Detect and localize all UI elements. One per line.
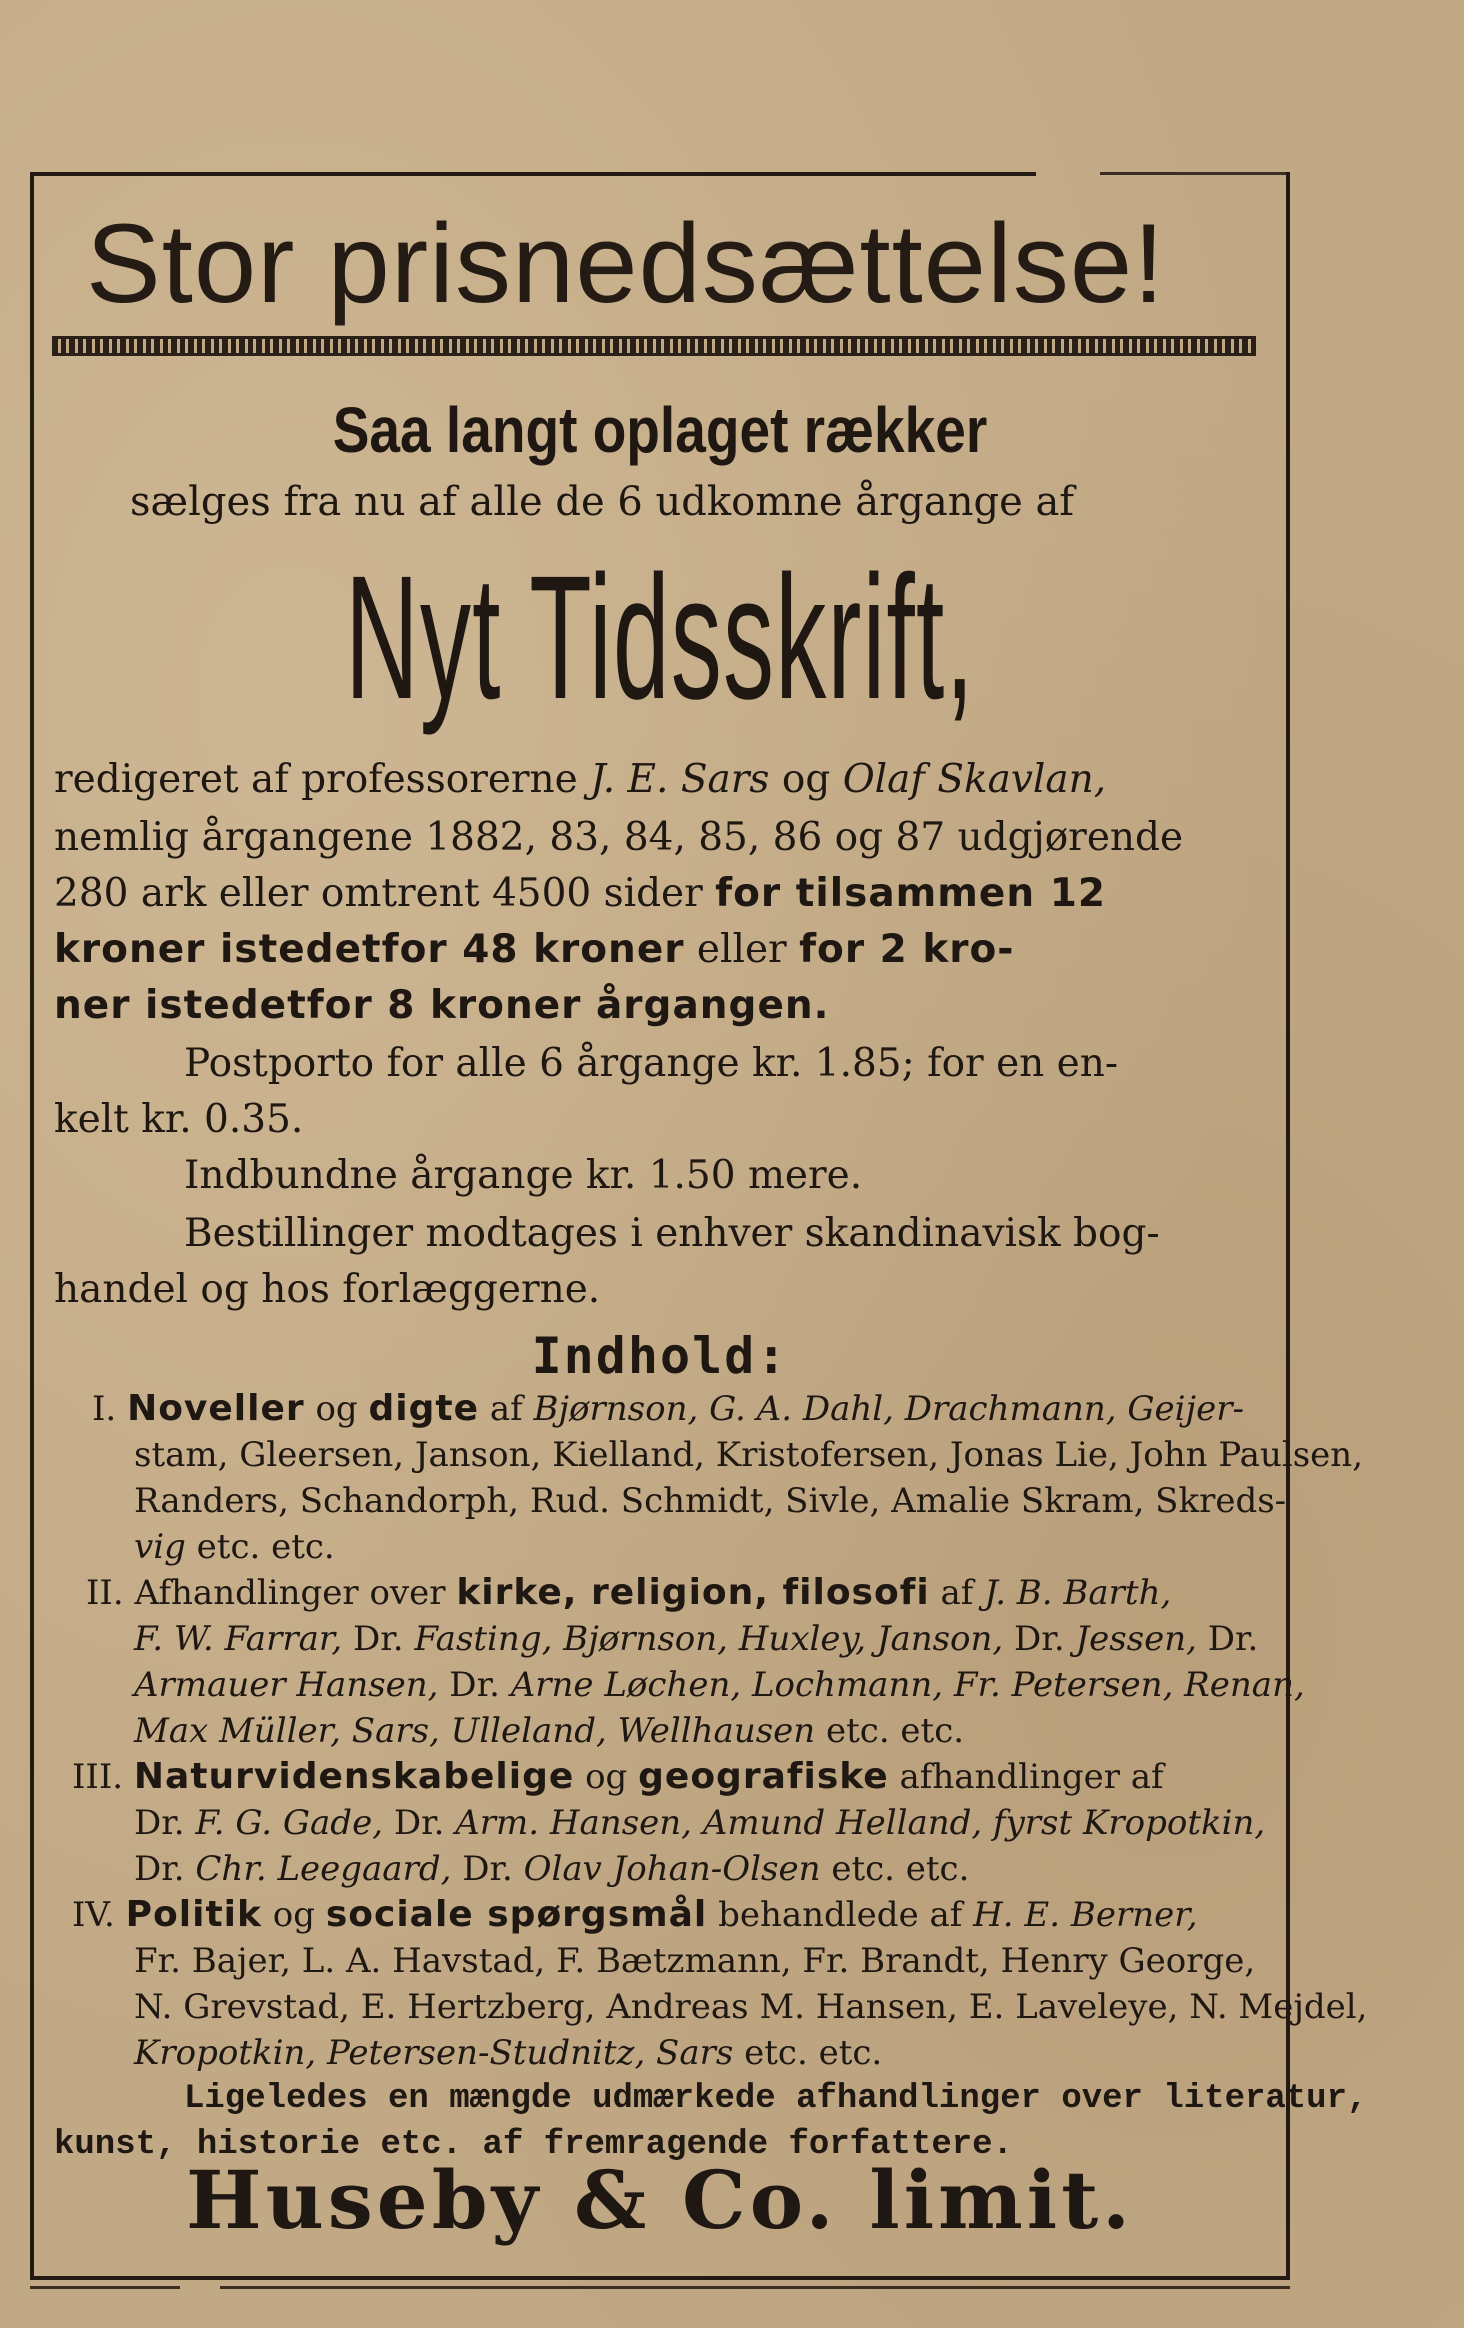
price-emphasis: for 2 kro- (799, 927, 1015, 972)
body-line-5: ner istedetfor 8 kroner årgangen. (54, 983, 830, 1028)
section-category: Naturvidenskabelige (133, 1756, 575, 1797)
editor-name: J. E. Sars (590, 757, 770, 802)
author-list: F. W. Farrar, (134, 1619, 343, 1659)
section-category: geografiske (638, 1756, 889, 1797)
author-list: F. G. Gade, (195, 1803, 384, 1843)
author-list: Arne Løchen, Lochmann, Fr. Petersen, Renan, (510, 1665, 1305, 1705)
author-list: Armauer Hansen, (134, 1665, 439, 1705)
section-text: Dr. (134, 1803, 196, 1843)
body-text: eller (684, 927, 800, 972)
author-list: Chr. Leegaard, (195, 1849, 452, 1889)
section-text: etc. etc. (733, 2033, 883, 2073)
section-2-line-2 (134, 1616, 1258, 1662)
editor-name: Olaf Skavlan, (842, 757, 1107, 802)
section-2-line-1 (86, 1570, 1171, 1616)
section-text: afhandlinger af (888, 1757, 1164, 1797)
body-line-7: kelt kr. 0.35. (54, 1097, 304, 1142)
section-3-line-1 (72, 1754, 1164, 1800)
closing-line-1: Ligeledes en mængde udmærkede afhandlinger over literatur, (184, 2080, 1368, 2118)
section-category: Politik (125, 1894, 262, 1935)
body-line-6: Postporto for alle 6 årgange kr. 1.85; for en en- (184, 1041, 1119, 1086)
section-number: IV. (72, 1895, 115, 1935)
section-text: Dr. (1196, 1619, 1259, 1659)
section-1-line-3: Randers, Schandorph, Rud. Schmidt, Sivle, Amalie Skram, Skreds- (134, 1481, 1287, 1521)
body-line-8: Indbundne årgange kr. 1.50 mere. (184, 1153, 863, 1198)
section-text: Dr. (342, 1619, 415, 1659)
contents-heading: Indhold: (531, 1327, 789, 1385)
section-text: behandlede af (707, 1895, 974, 1935)
body-text: redigeret af professorerne (54, 757, 591, 802)
author-list: Olav Johan-Olsen (523, 1849, 821, 1889)
price-emphasis: for tilsammen 12 (715, 871, 1106, 916)
author-list: H. E. Berner, (973, 1895, 1198, 1935)
bottom-rule-left (30, 2286, 180, 2289)
section-4-line-4 (134, 2030, 882, 2076)
author-list: J. B. Barth, (984, 1573, 1172, 1613)
body-line-9: Bestillinger modtages i enhver skandinavisk bog- (184, 1211, 1160, 1256)
section-category: Noveller (127, 1388, 305, 1429)
section-3-line-2 (134, 1800, 1265, 1846)
section-3-line-3 (134, 1846, 969, 1892)
section-number: III. (72, 1757, 124, 1797)
publisher-name: Huseby & Co. limit. (186, 2153, 1134, 2247)
section-number: I. (92, 1389, 117, 1429)
body-line-1 (54, 752, 1106, 808)
author-list: Arm. Hansen, Amund Helland, fyrst Kropotkin, (455, 1803, 1266, 1843)
section-1-line-4 (134, 1524, 335, 1570)
section-4-line-2: Fr. Bajer, L. A. Havstad, F. Bætzmann, Fr. Brandt, Henry George, (134, 1941, 1256, 1981)
section-2-line-3 (134, 1662, 1305, 1708)
section-text: og (261, 1895, 326, 1935)
section-number: II. (86, 1573, 124, 1613)
author-list: Kropotkin, Petersen-Studnitz, Sars (134, 2033, 734, 2073)
section-2-line-4 (134, 1708, 964, 1754)
body-text: 280 ark eller omtrent 4500 sider (54, 871, 716, 916)
section-category: kirke, religion, filosofi (456, 1572, 930, 1613)
author-list: Jessen, (1075, 1619, 1197, 1659)
body-text: og (769, 757, 843, 802)
section-text: etc. etc. (185, 1527, 335, 1567)
section-text: etc. etc. (815, 1711, 965, 1751)
subhead: Saa langt oplaget rækker (332, 394, 988, 466)
section-text: og (304, 1389, 369, 1429)
section-text: af (929, 1573, 985, 1613)
bottom-rule-right (220, 2286, 1290, 2289)
body-line-10: handel og hos forlæggerne. (54, 1267, 601, 1312)
section-text: Afhandlinger over (134, 1573, 457, 1613)
section-1-line-1 (92, 1386, 1244, 1432)
body-line-2: nemlig årgangene 1882, 83, 84, 85, 86 og 87 udgjørende (54, 815, 1184, 860)
section-text: Dr. (438, 1665, 511, 1705)
section-category: digte (368, 1388, 480, 1429)
body-line-3 (54, 866, 1106, 922)
section-4-line-3: N. Grevstad, E. Hertzberg, Andreas M. Hansen, E. Laveleye, N. Mejdel, (134, 1987, 1368, 2027)
author-list: Bjørnson, G. A. Dahl, Drachmann, Geijer- (533, 1389, 1244, 1429)
section-text: af (479, 1389, 534, 1429)
section-text: Dr. (451, 1849, 524, 1889)
ornamental-rule (52, 336, 1256, 356)
section-text: Dr. (134, 1849, 196, 1889)
section-text: og (574, 1757, 639, 1797)
section-text: Dr. (1003, 1619, 1076, 1659)
section-4-line-1 (72, 1892, 1198, 1938)
author-list: Fasting, Bjørnson, Huxley, Janson, (414, 1619, 1004, 1659)
section-text: Dr. (383, 1803, 456, 1843)
journal-title: Nyt Tidsskrift, (345, 540, 975, 736)
author-list: vig (134, 1527, 186, 1567)
section-1-line-2: stam, Gleersen, Janson, Kielland, Kristofersen, Jonas Lie, John Paulsen, (134, 1435, 1363, 1475)
body-line-4 (54, 922, 1015, 978)
section-category: sociale spørgsmål (325, 1894, 708, 1935)
author-list: Max Müller, Sars, Ulleland, Wellhausen (134, 1711, 816, 1751)
intro-line: sælges fra nu af alle de 6 udkomne årgange af (130, 479, 1075, 525)
headline: Stor prisnedsættelse! (86, 201, 1166, 326)
closing-line-2: kunst, historie etc. af fremragende forfattere. (54, 2126, 1013, 2164)
price-emphasis: kroner istedetfor 48 kroner (54, 927, 685, 972)
section-text: etc. etc. (820, 1849, 970, 1889)
